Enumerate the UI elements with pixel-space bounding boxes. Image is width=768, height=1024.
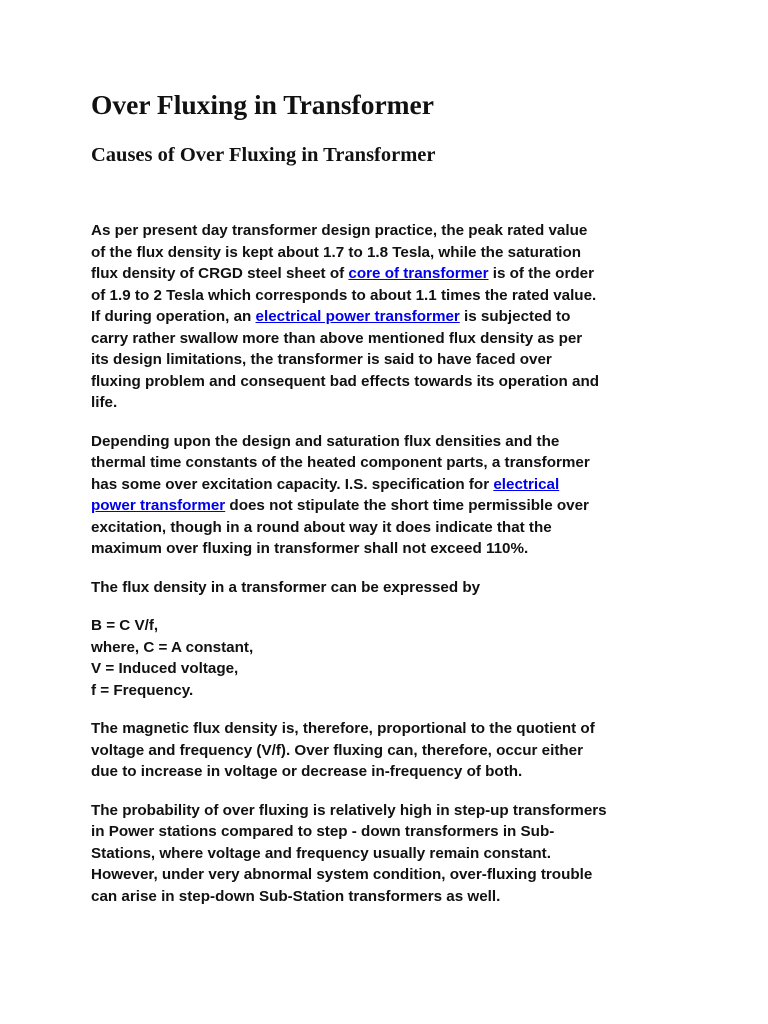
text-span: has some over excitation capacity. I.S. specification for bbox=[91, 475, 494, 493]
text-line: fluxing problem and consequent bad effects towards its operation and bbox=[91, 372, 599, 390]
text-line: The magnetic flux density is, therefore, proportional to the quotient of bbox=[91, 720, 595, 737]
text-line: of 1.9 to 2 Tesla which corresponds to about 1.1 times the rated value. bbox=[91, 286, 597, 304]
paragraph-5 bbox=[91, 800, 691, 908]
text-span: does not stipulate the short time permissible over bbox=[225, 497, 589, 514]
text-line: The flux density in a transformer can be expressed by bbox=[91, 578, 481, 596]
text-span: flux density of CRGD steel sheet of bbox=[91, 265, 349, 282]
text-line: in Power stations compared to step - down transformers in Sub- bbox=[91, 823, 555, 840]
paragraph-2 bbox=[91, 431, 691, 560]
text-line: The probability of over fluxing is relatively high in step-up transformers bbox=[91, 801, 607, 819]
text-line: excitation, though in a round about way it does indicate that the bbox=[91, 518, 552, 536]
text-line: However, under very abnormal system condition, over-fluxing trouble bbox=[91, 866, 593, 883]
text-line: carry rather swallow more than above mentioned flux density as per bbox=[91, 329, 583, 347]
link-electrical-power-transformer-2b[interactable]: power transformer bbox=[91, 497, 226, 514]
text-line: voltage and frequency (V/f). Over fluxing can, therefore, occur either bbox=[91, 741, 584, 759]
text-line: its design limitations, the transformer is said to have faced over bbox=[91, 351, 552, 368]
paragraph-1 bbox=[91, 220, 691, 414]
formula-line: where, C = A constant, bbox=[91, 638, 254, 656]
text-line: can arise in step-down Sub-Station transformers as well. bbox=[91, 887, 501, 905]
article-body bbox=[91, 220, 691, 924]
text-span: If during operation, an bbox=[91, 308, 256, 325]
text-span: is of the order bbox=[488, 265, 594, 282]
text-line bbox=[91, 263, 691, 285]
paragraph-3 bbox=[91, 577, 691, 599]
text-line bbox=[91, 495, 691, 517]
text-line: due to increase in voltage or decrease in-frequency of both. bbox=[91, 763, 523, 780]
text-line: maximum over fluxing in transformer shall not exceed 110%. bbox=[91, 540, 529, 557]
text-line: of the flux density is kept about 1.7 to 1.8 Tesla, while the saturation bbox=[91, 243, 582, 261]
text-line: Depending upon the design and saturation flux densities and the bbox=[91, 432, 560, 450]
link-electrical-power-transformer-2a[interactable]: electrical bbox=[493, 475, 560, 493]
text-span: is subjected to bbox=[459, 308, 571, 325]
formula-block bbox=[91, 615, 691, 701]
text-line: thermal time constants of the heated component parts, a transformer bbox=[91, 454, 590, 471]
link-core-of-transformer[interactable]: core of transformer bbox=[348, 265, 489, 282]
text-line: As per present day transformer design practice, the peak rated value bbox=[91, 222, 588, 239]
formula-line: V = Induced voltage, bbox=[91, 660, 239, 677]
text-line: Stations, where voltage and frequency usually remain constant. bbox=[91, 844, 551, 862]
formula-line: B = C V/f, bbox=[91, 617, 159, 634]
text-line: life. bbox=[91, 394, 118, 411]
formula-line: f = Frequency. bbox=[91, 681, 194, 699]
section-heading: Causes of Over Fluxing in Transformer bbox=[91, 144, 436, 166]
page-title: Over Fluxing in Transformer bbox=[91, 89, 434, 120]
text-line bbox=[91, 474, 691, 496]
text-line bbox=[91, 306, 691, 328]
link-electrical-power-transformer[interactable]: electrical power transformer bbox=[255, 308, 460, 325]
paragraph-4 bbox=[91, 718, 691, 783]
